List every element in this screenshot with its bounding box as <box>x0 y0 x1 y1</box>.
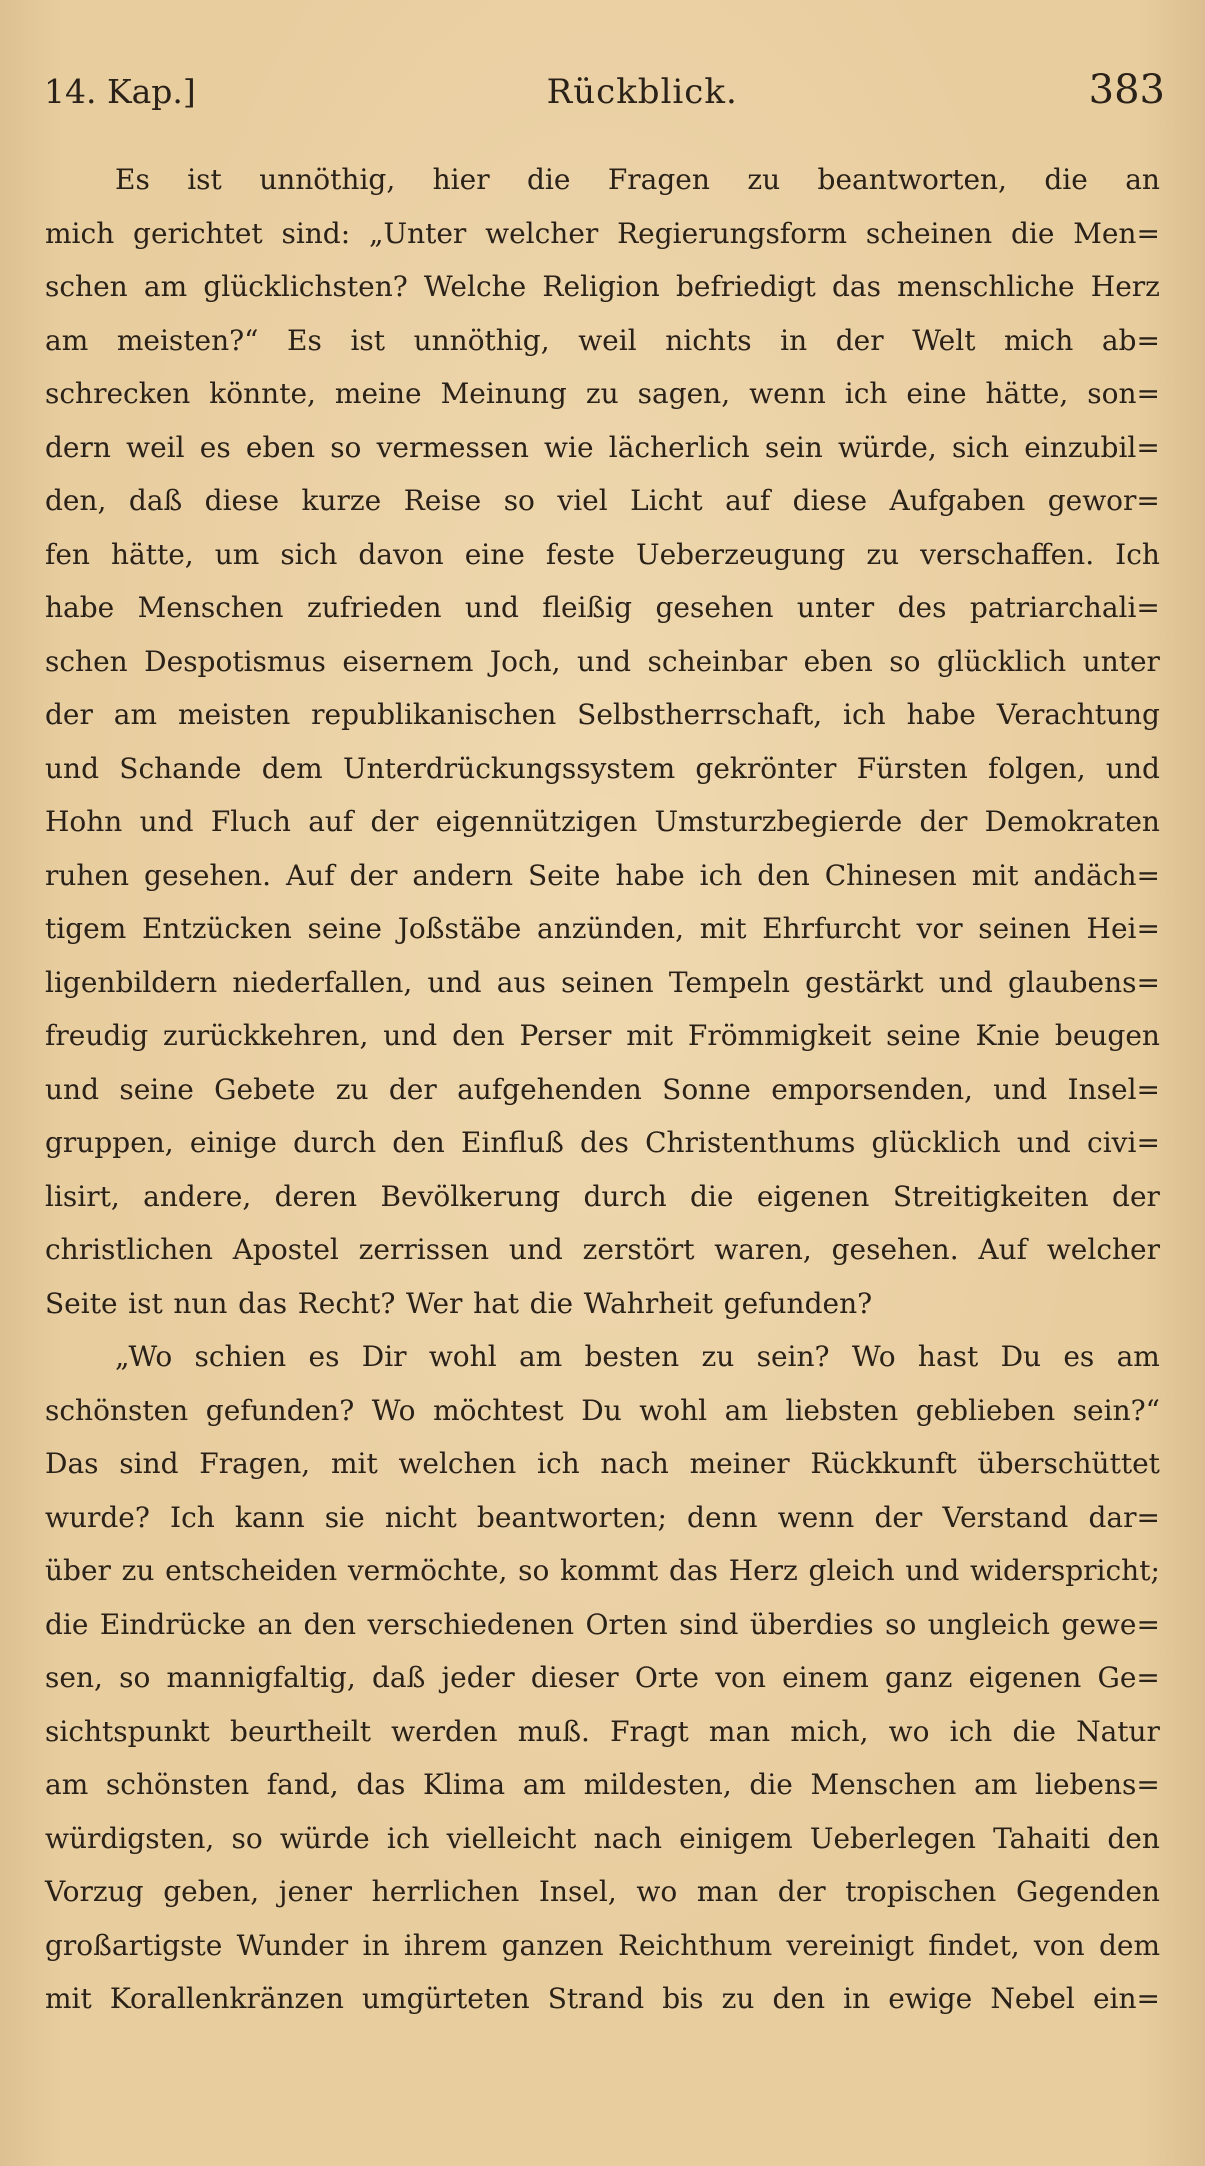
text-line: mich gerichtet sind: „Unter welcher Regierungsform scheinen die Men= <box>45 216 1160 250</box>
text-line: schen Despotismus eisernem Joch, und scheinbar eben so glücklich unter <box>45 644 1160 678</box>
text-line: sichtspunkt beurtheilt werden muß. Fragt man mich, wo ich die Natur <box>45 1714 1160 1748</box>
body-text <box>45 153 1160 2026</box>
text-line: Vorzug geben, jener herrlichen Insel, wo man der tropischen Gegenden <box>45 1875 1160 1908</box>
running-title: Rückblick. <box>546 72 738 112</box>
text-line: die Eindrücke an den verschiedenen Orten sind überdies so ungleich gewe= <box>45 1607 1160 1641</box>
text-line: und Schande dem Unterdrückungssystem gekrönter Fürsten folgen, und <box>45 751 1160 785</box>
text-line: sen, so mannigfaltig, daß jeder dieser Orte von einem ganz eigenen Ge= <box>45 1661 1160 1694</box>
text-line: Seite ist nun das Recht? Wer hat die Wahrheit gefunden? <box>45 1286 873 1320</box>
text-line: „Wo schien es Dir wohl am besten zu sein? Wo hast Du es am <box>115 1340 1160 1373</box>
text-line: habe Menschen zufrieden und fleißig gesehen unter des patriarchali= <box>45 591 1160 624</box>
text-line: über zu entscheiden vermöchte, so kommt das Herz gleich und widerspricht; <box>45 1554 1160 1587</box>
text-line: großartigste Wunder in ihrem ganzen Reichthum vereinigt findet, von dem <box>45 1928 1160 1962</box>
text-line: Es ist unnöthig, hier die Fragen zu beantworten, die an <box>115 163 1160 196</box>
running-head <box>44 60 1165 120</box>
text-line: wurde? Ich kann sie nicht beantworten; denn wenn der Verstand dar= <box>45 1500 1160 1534</box>
text-line: und seine Gebete zu der aufgehenden Sonne emporsenden, und Insel= <box>45 1072 1160 1106</box>
text-line: lisirt, andere, deren Bevölkerung durch die eigenen Streitigkeiten der <box>45 1179 1160 1213</box>
text-line: Hohn und Fluch auf der eigennützigen Umsturzbegierde der Demokraten <box>45 805 1160 838</box>
text-line: schrecken könnte, meine Meinung zu sagen, wenn ich eine hätte, son= <box>45 377 1160 410</box>
text-line: dern weil es eben so vermessen wie lächerlich sein würde, sich einzubil= <box>45 430 1160 464</box>
page-number: 383 <box>1088 67 1165 113</box>
chapter-reference: 14. Kap.] <box>44 72 196 111</box>
text-line: schen am glücklichsten? Welche Religion befriedigt das menschliche Herz <box>45 270 1160 303</box>
text-line: den, daß diese kurze Reise so viel Licht auf diese Aufgaben gewor= <box>45 484 1160 517</box>
text-line: mit Korallenkränzen umgürteten Strand bis zu den in ewige Nebel ein= <box>45 1982 1160 2015</box>
text-line: tigem Entzücken seine Joßstäbe anzünden, mit Ehrfurcht vor seinen Hei= <box>45 912 1160 945</box>
text-line: am meisten?“ Es ist unnöthig, weil nichts in der Welt mich ab= <box>45 323 1160 357</box>
text-line: schönsten gefunden? Wo möchtest Du wohl am liebsten geblieben sein?“ <box>45 1393 1160 1427</box>
text-line: fen hätte, um sich davon eine feste Ueberzeugung zu verschaffen. Ich <box>45 537 1160 571</box>
text-line: freudig zurückkehren, und den Perser mit Frömmigkeit seine Knie beugen <box>45 1019 1160 1052</box>
text-line: würdigsten, so würde ich vielleicht nach einigem Ueberlegen Tahaiti den <box>45 1821 1160 1855</box>
text-line: ligenbildern niederfallen, und aus seinen Tempeln gestärkt und glaubens= <box>45 965 1160 999</box>
text-line: gruppen, einige durch den Einfluß des Christenthums glücklich und civi= <box>45 1126 1160 1159</box>
text-line: der am meisten republikanischen Selbstherrschaft, ich habe Verachtung <box>45 698 1160 731</box>
text-line: Das sind Fragen, mit welchen ich nach meiner Rückkunft überschüttet <box>45 1447 1160 1480</box>
text-line: christlichen Apostel zerrissen und zerstört waren, gesehen. Auf welcher <box>45 1233 1160 1266</box>
text-line: am schönsten fand, das Klima am mildesten, die Menschen am liebens= <box>45 1768 1160 1801</box>
text-line: ruhen gesehen. Auf der andern Seite habe ich den Chinesen mit andäch= <box>45 858 1160 892</box>
